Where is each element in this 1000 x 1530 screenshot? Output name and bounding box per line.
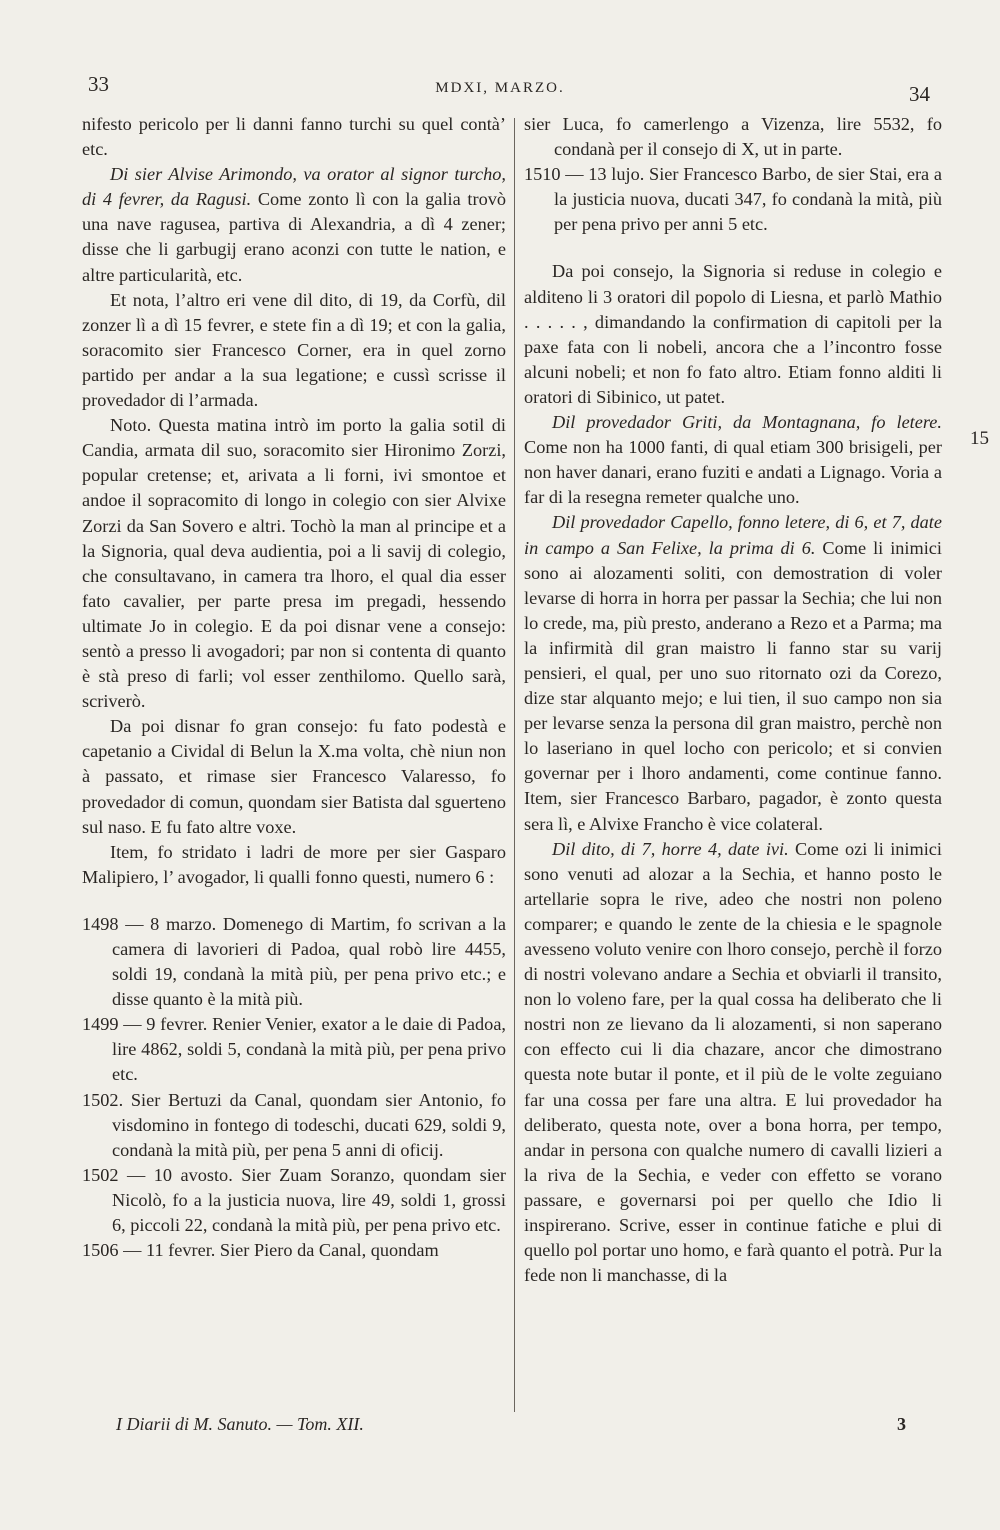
column-divider [514,118,515,1412]
letter-heading: Di sier Alvise Arimondo, va orator al signor turcho, di 4 fevrer, da Ragusi. [82,164,506,210]
paragraph: 1502. Sier Bertuzi da Canal, quondam sier Antonio, fo visdomino in fontego di todeschi, ducati 629, soldi 9, condanà la mità più, per pena 5 anni di oficij. [82,1089,506,1160]
paragraph-text: Come li inimici sono ai alozamenti soliti, con demostration di voler levarse di horra in horra per passar la Sechia; che lui non lo crede, ma, più presto, anderano a Rezo et a Parma; ma la infirmità dil gran maistro li fanno star su varij pensieri, el qual, per uno suo ritornato ozi da Corezo, dize star alquanto mejo; e lui tien, il suo campo non sia per levarse senza la persona dil gran maistro, perchè non lo laseriano in quel locho con pericolo; et si convien governar per i lhoro andamenti, come continue fanno. Item, sier Francesco Barbaro, pagador, è zonto questa sera lì, e Alvixe Francho è vice colateral. [524,537,942,834]
paragraph-text: Come ozi li inimici sono venuti ad alozar a la Sechia, et hanno posto le artellarie sopra le rive, adeo che nostri non poleno comparer; e quando le zente de la chiesia e le spagnole avesseno voluto venire con lhoro consejo, perchè il forzo di nostri volevano andare a Sechia et obviarli il transito, non lo voleno fare, per la qual cossa ha deliberato che li nostri non ze lievano da li alozamenti, si non saperano con effecto cui li dia chazare, ancor che dimostrano questa note butar il ponte, et il più de le volte zeguiano far una cossa per fare una altra. E lui provedador ha deliberato, questa note, over a bona horra, per tempo, andar in persona con qualche numero di cavalli lizieri a la riva de la Sechia, e veder con effetto se vorano passare, e governarsi poi per quello che Idio li inspirerano. Scrive, esser in continue fatiche e plui di quello pol portar uno homo, e farà quanto el potrà. Pur la fede non li manchasse, di la [524,838,942,1286]
paragraph: Noto. Questa matina intrò im porto la galia sotil di Candia, armata dil suo, soracomito sier Hironimo Zorzi, popular cretense; et, arivata a li forni, ivi smontoe et andoe il sopracomito di longo in colegio con sier Alvixe Zorzi da San Sovero e altri. Tochò la man al principe et a la Signoria, qual deva audientia, poi a li savij di colegio, che consultavano, in camera tra lhoro, el qual dia esser fato cavalier, per parte presa im pregadi, hessendo ultimate Jo in colegio. E da poi disnar vene a consejo: sentò a presso li avogadori; par non si contenta di quanto è stà preso di farli; vol esser zenthilomo. Quello sarà, scriverò. [82,415,506,712]
paragraph: 1498 — 8 marzo. Domenego di Martim, fo scrivan a la camera di lavorieri di Padoa, qual robò lire 4455, soldi 19, condanà la mità più, per pena privo etc.; e disse quanto è la mità più. [82,913,506,1010]
paragraph [524,837,942,1289]
paragraph: Item, fo stridato i ladri de more per sier Gasparo Malipiero, l’ avogador, li qualli fonno questi, numero 6 : [82,841,506,887]
right-page-number: 34 [909,82,930,106]
footer-title: I Diarii di M. Sanuto. — Tom. XII. [116,1414,364,1434]
paragraph: Et nota, l’altro eri vene dil dito, di 19, da Corfù, dil zonzer lì a dì 15 fevrer, e stete fin a dì 19; et con la galia, soracomito sier Francesco Corner, era in quel zorno partido per andar a la sua legatione; e cussì scrisse il provedador di l’armada. [82,289,506,411]
paragraph-text: Come non ha 1000 fanti, di qual etiam 300 brisigeli, per non haver danari, erano fuziti e andati a Lignago. Voria a far di la resegna remeter qualche uno. [524,437,942,508]
paragraph: 1499 — 9 fevrer. Renier Venier, exator a le daie di Padoa, lire 4862, soldi 5, condanà la mità più, per pena privo etc. [82,1014,506,1085]
letter-heading: Dil dito, di 7, horre 4, date ivi. [552,838,789,859]
signature-mark: 3 [897,1414,906,1434]
paragraph: nifesto pericolo per li danni fanno turchi su quel contà’ etc. [82,114,506,160]
letter-heading: Dil provedador Capello, fonno letere, di 6, et 7, date in campo a San Felixe, la prima di 6. [524,512,942,558]
running-title: MDXI, MARZO. [435,80,565,96]
paragraph: Da poi consejo, la Signoria si reduse in colegio e alditeno li 3 oratori dil popolo di Liesna, et parlò Mathio . . . . . , dimandando la confirmation di capitoli per la paxe fata con li nobeli, ancora che a l’incontro fosse alcuni nobeli; et non fo fato altro. Etiam fonno alditi li oratori di Sibinico, ut patet. [524,261,942,407]
paragraph: 1502 — 10 avosto. Sier Zuam Soranzo, quondam sier Nicolò, fo a la justicia nuova, lire 49, soldi 1, grossi 6, piccoli 22, condanà la mità più, per pena privo etc. [82,1164,506,1236]
left-column [82,112,506,1263]
paragraph: Da poi disnar fo gran consejo: fu fato podestà e capetanio a Cividal di Belun la X.ma volta, chè niun non à passato, et rimase sier Francesco Valaresso, fo provedador di comun, quondam sier Batista dal sguerteno sul naso. E fu fato altre voxe. [82,716,506,837]
paragraph [524,410,942,510]
paragraph-text: Come zonto lì con la galia trovò una nave ragusea, partiva di Alexandria, a dì 4 zener; disse che li garbugij erano aconzi con tutte le nation, e altre particularità, etc. [82,189,507,285]
paragraph [524,510,942,836]
paragraph: 1506 — 11 fevrer. Sier Piero da Canal, quondam [82,1240,439,1261]
margin-line-number: 15 [970,428,989,449]
paragraph: 1510 — 13 lujo. Sier Francesco Barbo, de sier Stai, era a la justicia nuova, ducati 347, fo condanà la mità, più per pena privo per anni 5 etc. [524,164,942,235]
left-page-number: 33 [88,72,109,96]
right-column [524,112,942,1288]
letter-heading: Dil provedador Griti, da Montagnana, fo letere. [552,412,942,433]
paragraph [82,162,506,287]
paragraph: sier Luca, fo camerlengo a Vizenza, lire 5532, fo condanà per il consejo di X, ut in parte. [524,114,942,160]
